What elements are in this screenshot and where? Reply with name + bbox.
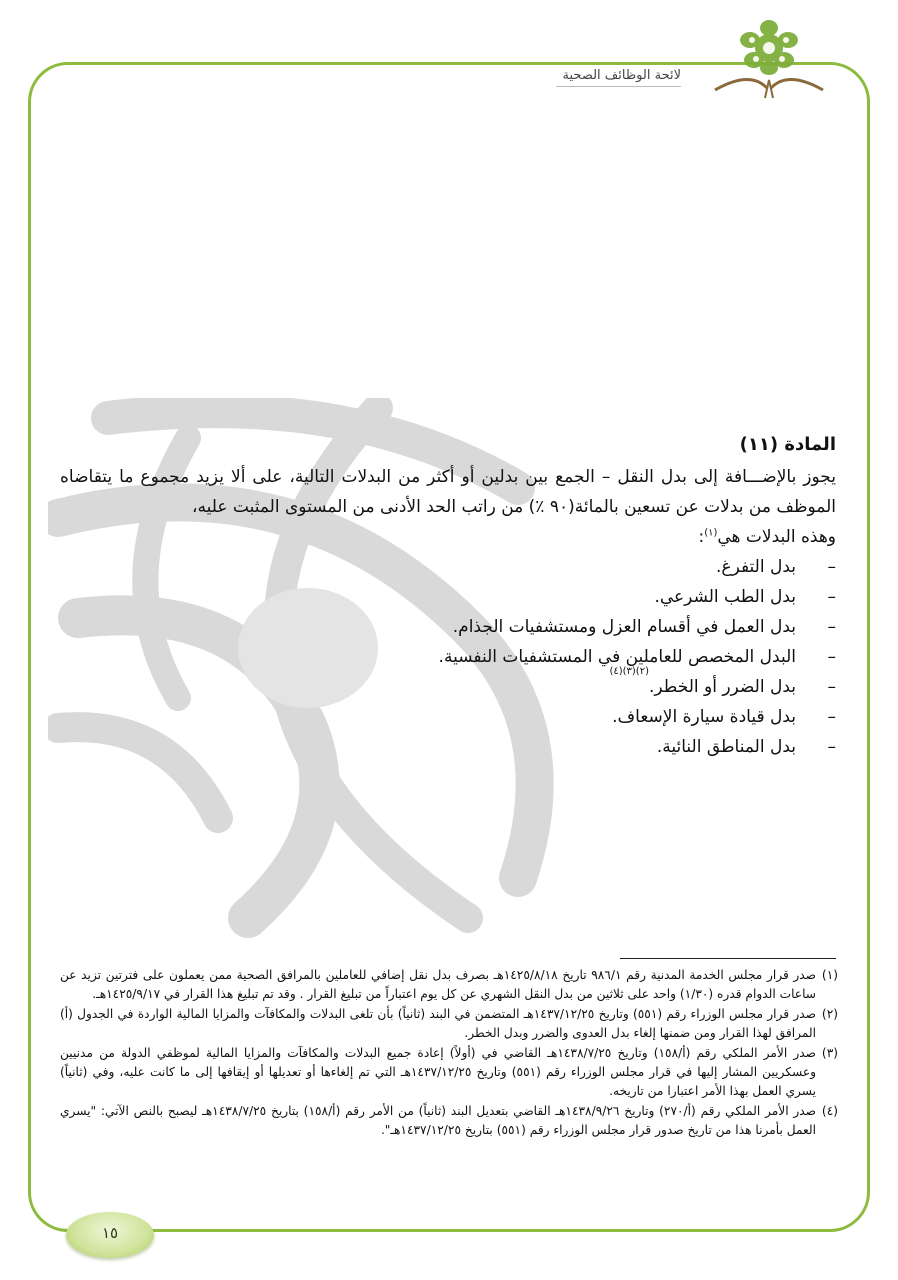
header-title: لائحة الوظائف الصحية [556, 68, 681, 87]
footnote-3 [60, 1044, 838, 1101]
list-dash: – [827, 677, 836, 697]
footnote-separator [620, 958, 836, 959]
list-dash: – [827, 647, 836, 667]
list-item [60, 702, 836, 732]
list-item [60, 612, 836, 642]
list-dash: – [827, 737, 836, 757]
list-item-text: بدل الطب الشرعي. [654, 587, 796, 607]
footnote-text: صدر الأمر الملكي رقم (أ/١٥٨) وتاريخ ١٤٣٨/٧/٢٥هـ القاضي في (أولاً) إعادة جميع البدلات والمكافآت والمزايا المالية لموظفي الدولة من مدنيين وعسكريين المشار إليها في قرار مجلس الوزراء رقم (٥٥١) وتاريخ ١٤٣٧/١٢/٢٥هـ التي تم إلغاءها أو تعديلها أو إيقافها إلى ما كانت عليه، وفي (ثانياً) يسري العمل بهذا الأمر اعتبارا من تاريخه. [60, 1046, 816, 1098]
footnote-1 [60, 966, 838, 1004]
allowances-lead [60, 522, 836, 552]
footnote-refs-2-3-4[interactable]: (٢)(٣)(٤) [609, 666, 649, 677]
footnote-mark: (٤) [821, 1104, 838, 1118]
list-item-text: بدل الضرر أو الخطر. [649, 677, 796, 697]
list-item [60, 642, 836, 672]
list-item [60, 666, 836, 702]
lead-colon: : [698, 527, 705, 547]
list-dash: – [827, 587, 836, 607]
list-dash: – [827, 557, 836, 577]
footnotes [60, 966, 838, 1141]
footnote-2 [60, 1005, 838, 1043]
footnote-text: صدر قرار مجلس الخدمة المدنية رقم ٩٨٦/١ تاريخ ١٤٢٥/٨/١٨هـ بصرف بدل نقل إضافي للعاملين بالمرافق الصحية ممن يعملون على فترتين تزيد عن ساعات الدوام قدره (١/٣٠) واحد على ثلاثين من بدل النقل الشهري عن كل يوم اعتباراً من تبليغ القرار . وقد تم تبليغ هذا القرار في ١٤٢٥/٩/١٧هـ. [60, 968, 817, 1001]
list-dash: – [827, 617, 836, 637]
footnote-text: صدر الأمر الملكي رقم (أ/٢٧٠) وتاريخ ١٤٣٨/٩/٢٦هـ القاضي بتعديل البند (ثانياً) من الأمر رقم (أ/١٥٨) بتاريخ ١٤٣٨/٧/٢٥هـ ليصبح بالنص الآتي: "يسري العمل بأمرنا هذا من تاريخ صدور قرار مجلس الوزراء رقم (٥٥١) بتاريخ ١٤٣٧/١٢/٢٥هـ". [60, 1104, 816, 1137]
list-item-text: البدل المخصص للعاملين في المستشفيات النفسية. [438, 647, 796, 667]
footnote-mark: (٢) [821, 1007, 838, 1021]
list-dash: – [827, 707, 836, 727]
page-number-badge [66, 1212, 154, 1258]
list-item-text: بدل المناطق النائية. [656, 737, 796, 757]
footnote-4 [60, 1102, 838, 1140]
footnote-text: صدر قرار مجلس الوزراء رقم (٥٥١) وتاريخ ١٤٣٧/١٢/٢٥هـ المتضمن في البند (ثانياً) بأن تلغى البدلات والمكافآت والمزايا المالية الواردة في الجدول (أ) المرافق لهذا القرار ومن ضمنها إلغاء بدل العدوى والضرر وبدل الخطر. [60, 1007, 816, 1040]
allowances-list [60, 552, 836, 762]
page-number: ١٥ [101, 1224, 119, 1242]
article-paragraph: يجوز بالإضـــافة إلى بدل النقل – الجمع بين بدلين أو أكثر من البدلات التالية، على ألا يزيد مجموع ما يتقاضاه الموظف من بدلات عن تسعين بالمائة(٩٠ ٪) من راتب الحد الأدنى من المستوى المثبت عليه، [60, 467, 836, 517]
article-title: المادة (١١) [739, 434, 836, 455]
ministry-logo-icon [710, 10, 828, 100]
lead-text: وهذه البدلات هي [717, 527, 836, 547]
list-item-text: بدل العمل في أقسام العزل ومستشفيات الجذام. [452, 617, 796, 637]
list-item [60, 552, 836, 582]
list-item [60, 582, 836, 612]
footnote-ref-1[interactable]: (١) [704, 527, 718, 539]
list-item [60, 732, 836, 762]
footnote-mark: (٣) [821, 1046, 838, 1060]
list-item-text: بدل التفرغ. [716, 557, 796, 577]
list-item-text: بدل قيادة سيارة الإسعاف. [612, 707, 796, 727]
footnote-mark: (١) [821, 968, 838, 982]
article-body [60, 430, 836, 762]
